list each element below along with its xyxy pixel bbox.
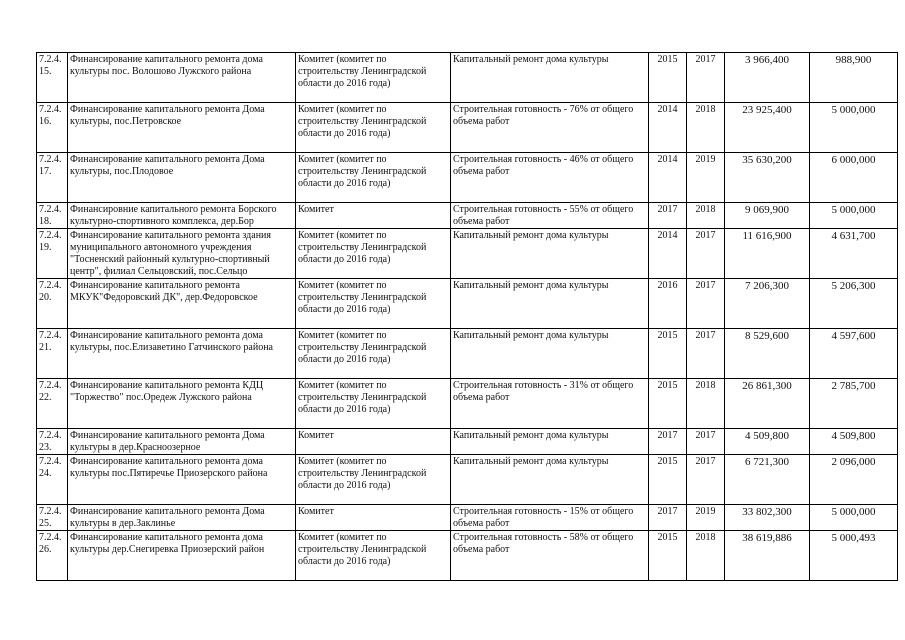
- start-year: 2017: [649, 505, 687, 531]
- responsible-agency: Комитет: [296, 429, 451, 455]
- total-cost: 33 802,300: [725, 505, 810, 531]
- funding-amount: 988,900: [810, 53, 898, 103]
- row-number: 7.2.4. 21.: [37, 329, 68, 379]
- responsible-agency: Комитет (комитет по строительству Ленинградской области до 2016 года): [296, 229, 451, 279]
- start-year: 2017: [649, 429, 687, 455]
- end-year: 2019: [687, 153, 725, 203]
- expected-result: Строительная готовность - 58% от общего объема работ: [451, 531, 649, 581]
- measure-name: Финансирование капитального ремонта МКУК"Федоровский ДК", дер.Федоровское: [68, 279, 296, 329]
- measure-name: Финансирование капитального ремонта Дома культуры, пос.Плодовое: [68, 153, 296, 203]
- start-year: 2014: [649, 229, 687, 279]
- end-year: 2017: [687, 53, 725, 103]
- funding-amount: 2 096,000: [810, 455, 898, 505]
- expected-result: Капитальный ремонт дома культуры: [451, 279, 649, 329]
- table-row: [37, 429, 898, 455]
- row-number: 7.2.4. 22.: [37, 379, 68, 429]
- end-year: 2017: [687, 455, 725, 505]
- expected-result: Строительная готовность - 15% от общего объема работ: [451, 505, 649, 531]
- program-table: [36, 52, 898, 581]
- table-row: [37, 379, 898, 429]
- start-year: 2014: [649, 103, 687, 153]
- end-year: 2018: [687, 203, 725, 229]
- expected-result: Строительная готовность - 76% от общего объема работ: [451, 103, 649, 153]
- row-number: 7.2.4. 15.: [37, 53, 68, 103]
- start-year: 2015: [649, 379, 687, 429]
- row-number: 7.2.4. 16.: [37, 103, 68, 153]
- start-year: 2016: [649, 279, 687, 329]
- total-cost: 35 630,200: [725, 153, 810, 203]
- start-year: 2015: [649, 455, 687, 505]
- measure-name: Финансирование капитального ремонта дома культуры пос. Волошово Лужского района: [68, 53, 296, 103]
- total-cost: 4 509,800: [725, 429, 810, 455]
- row-number: 7.2.4. 20.: [37, 279, 68, 329]
- end-year: 2019: [687, 505, 725, 531]
- responsible-agency: Комитет (комитет по строительству Ленинградской области до 2016 года): [296, 279, 451, 329]
- expected-result: Капитальный ремонт дома культуры: [451, 53, 649, 103]
- table-row: [37, 455, 898, 505]
- expected-result: Капитальный ремонт дома культуры: [451, 429, 649, 455]
- total-cost: 38 619,886: [725, 531, 810, 581]
- start-year: 2015: [649, 53, 687, 103]
- row-number: 7.2.4. 24.: [37, 455, 68, 505]
- table-row: [37, 279, 898, 329]
- responsible-agency: Комитет (комитет по строительству Ленинградской области до 2016 года): [296, 103, 451, 153]
- measure-name: Финансирование капитального ремонта дома культуры дер.Снегиревка Приозерский район: [68, 531, 296, 581]
- funding-amount: 5 000,493: [810, 531, 898, 581]
- measure-name: Финансирование капитального ремонта здания муниципального автономного учреждения "Тосненский районный культурно-спортивный центр", филиал Сельцовский, пос.Сельцо: [68, 229, 296, 279]
- row-number: 7.2.4. 18.: [37, 203, 68, 229]
- total-cost: 26 861,300: [725, 379, 810, 429]
- measure-name: Финансировние капитального ремонта Борского культурно-спортивного комплекса, дер.Бор: [68, 203, 296, 229]
- funding-amount: 2 785,700: [810, 379, 898, 429]
- table-row: [37, 203, 898, 229]
- expected-result: Капитальный ремонт дома культуры: [451, 329, 649, 379]
- measure-name: Финансирование капитального ремонта дома культуры пос.Пятиречье Приозерского района: [68, 455, 296, 505]
- funding-amount: 5 000,000: [810, 103, 898, 153]
- row-number: 7.2.4. 19.: [37, 229, 68, 279]
- end-year: 2018: [687, 531, 725, 581]
- expected-result: Строительная готовность - 31% от общего объема работ: [451, 379, 649, 429]
- funding-amount: 5 206,300: [810, 279, 898, 329]
- total-cost: 8 529,600: [725, 329, 810, 379]
- total-cost: 3 966,400: [725, 53, 810, 103]
- total-cost: 11 616,900: [725, 229, 810, 279]
- responsible-agency: Комитет (комитет по строительству Ленинградской области до 2016 года): [296, 53, 451, 103]
- expected-result: Капитальный ремонт дома культуры: [451, 229, 649, 279]
- end-year: 2017: [687, 329, 725, 379]
- expected-result: Строительная готовность - 46% от общего объема работ: [451, 153, 649, 203]
- end-year: 2017: [687, 229, 725, 279]
- measure-name: Финансирование капитального ремонта дома культуры, пос.Елизаветино Гатчинского района: [68, 329, 296, 379]
- responsible-agency: Комитет: [296, 505, 451, 531]
- total-cost: 9 069,900: [725, 203, 810, 229]
- table-row: [37, 505, 898, 531]
- responsible-agency: Комитет (комитет по строительству Ленинградской области до 2016 года): [296, 455, 451, 505]
- table-row: [37, 153, 898, 203]
- total-cost: 7 206,300: [725, 279, 810, 329]
- measure-name: Финансирование капитального ремонта КДЦ "Торжество" пос.Оредеж Лужского района: [68, 379, 296, 429]
- responsible-agency: Комитет (комитет по строительству Ленинградской области до 2016 года): [296, 531, 451, 581]
- total-cost: 6 721,300: [725, 455, 810, 505]
- measure-name: Финансирование капитального ремонта Дома культуры, пос.Петровское: [68, 103, 296, 153]
- row-number: 7.2.4. 17.: [37, 153, 68, 203]
- row-number: 7.2.4. 26.: [37, 531, 68, 581]
- end-year: 2018: [687, 103, 725, 153]
- start-year: 2014: [649, 153, 687, 203]
- expected-result: Капитальный ремонт дома культуры: [451, 455, 649, 505]
- total-cost: 23 925,400: [725, 103, 810, 153]
- start-year: 2017: [649, 203, 687, 229]
- expected-result: Строительная готовность - 55% от общего объема работ: [451, 203, 649, 229]
- funding-amount: 5 000,000: [810, 505, 898, 531]
- table-body: [37, 53, 898, 581]
- responsible-agency: Комитет: [296, 203, 451, 229]
- responsible-agency: Комитет (комитет по строительству Ленинградской области до 2016 года): [296, 379, 451, 429]
- start-year: 2015: [649, 531, 687, 581]
- funding-amount: 6 000,000: [810, 153, 898, 203]
- row-number: 7.2.4. 25.: [37, 505, 68, 531]
- funding-amount: 4 631,700: [810, 229, 898, 279]
- end-year: 2017: [687, 279, 725, 329]
- measure-name: Финансирование капитального ремонта Дома культуры в дер.Заклинье: [68, 505, 296, 531]
- funding-amount: 4 597,600: [810, 329, 898, 379]
- table-row: [37, 531, 898, 581]
- start-year: 2015: [649, 329, 687, 379]
- table-row: [37, 53, 898, 103]
- end-year: 2017: [687, 429, 725, 455]
- funding-amount: 4 509,800: [810, 429, 898, 455]
- row-number: 7.2.4. 23.: [37, 429, 68, 455]
- end-year: 2018: [687, 379, 725, 429]
- responsible-agency: Комитет (комитет по строительству Ленинградской области до 2016 года): [296, 153, 451, 203]
- responsible-agency: Комитет (комитет по строительству Ленинградской области до 2016 года): [296, 329, 451, 379]
- table-row: [37, 229, 898, 279]
- funding-amount: 5 000,000: [810, 203, 898, 229]
- measure-name: Финансирование капитального ремонта Дома культуры в дер.Красноозерное: [68, 429, 296, 455]
- table-row: [37, 103, 898, 153]
- table-row: [37, 329, 898, 379]
